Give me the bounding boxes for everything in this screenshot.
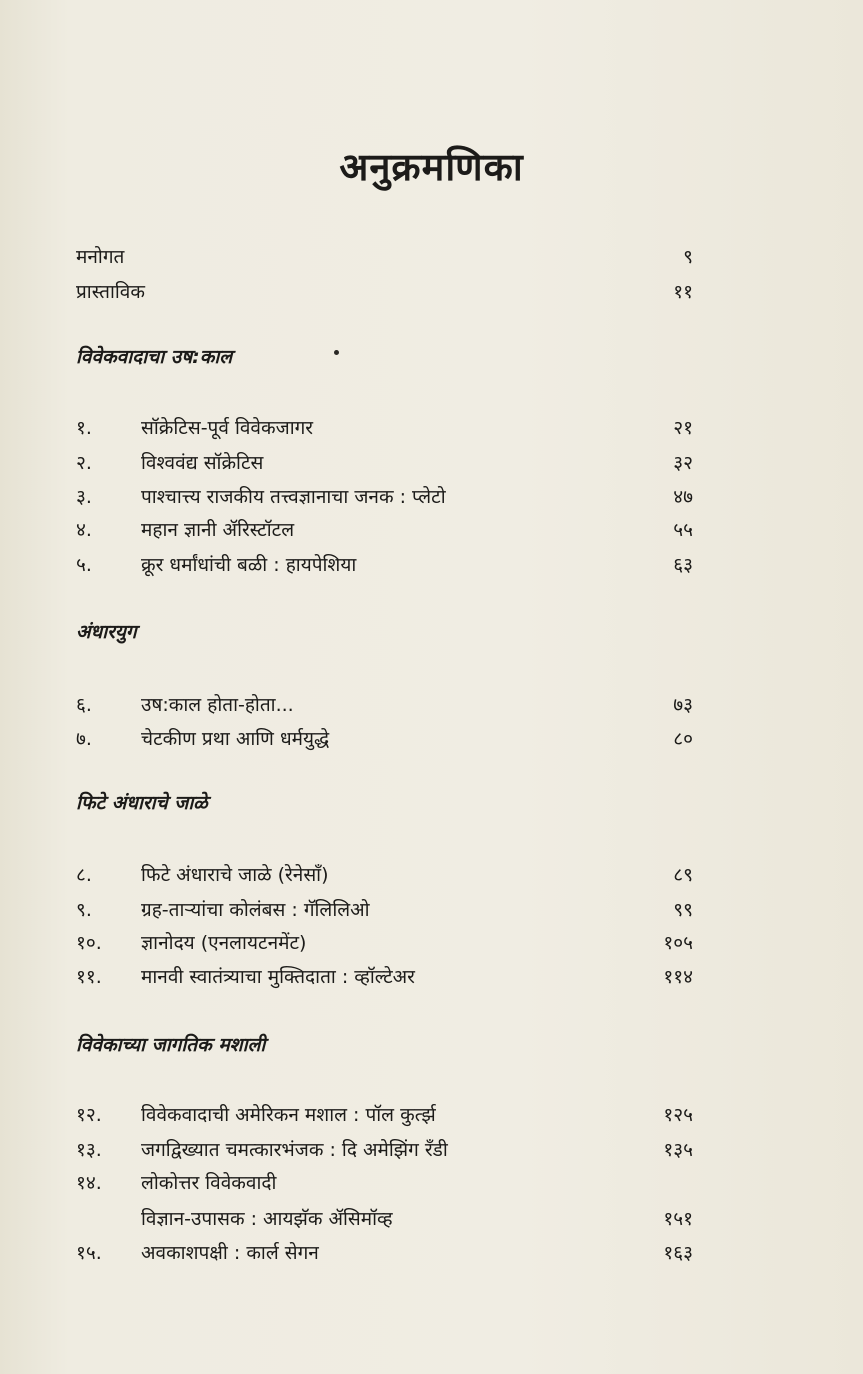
ink-speck bbox=[334, 350, 339, 355]
chapter-title: क्रूर धर्मांधांची बळी : हायपेशिया bbox=[141, 554, 357, 576]
section-heading: विवेकवादाचा उष:काल bbox=[76, 346, 233, 368]
chapter-page: ५५ bbox=[673, 519, 693, 541]
chapter-number: ४. bbox=[76, 519, 92, 541]
front-matter-page: ९ bbox=[683, 246, 693, 268]
chapter-page: ८० bbox=[673, 728, 693, 750]
chapter-title: मानवी स्वातंत्र्याचा मुक्तिदाता : व्हॉल्टेअर bbox=[141, 966, 415, 988]
section-heading: फिटे अंधाराचे जाळे bbox=[76, 792, 208, 814]
front-matter-label: मनोगत bbox=[76, 246, 125, 268]
chapter-number: १. bbox=[76, 417, 92, 439]
chapter-page: १०५ bbox=[663, 932, 693, 954]
section-heading: विवेकाच्या जागतिक मशाली bbox=[76, 1034, 266, 1056]
chapter-number: १०. bbox=[76, 932, 102, 954]
page-title: अनुक्रमणिका bbox=[339, 145, 524, 189]
chapter-title: पाश्चात्त्य राजकीय तत्त्वज्ञानाचा जनक : प्लेटो bbox=[141, 486, 446, 508]
chapter-page: ३२ bbox=[673, 452, 693, 474]
chapter-number: १५. bbox=[76, 1242, 102, 1264]
chapter-title: चेटकीण प्रथा आणि धर्मयुद्धे bbox=[141, 728, 330, 750]
chapter-title: लोकोत्तर विवेकवादी bbox=[141, 1172, 277, 1194]
chapter-page: १३५ bbox=[663, 1139, 693, 1161]
front-matter-label: प्रास्ताविक bbox=[76, 281, 145, 303]
chapter-number: ८. bbox=[76, 864, 92, 886]
chapter-number: २. bbox=[76, 452, 92, 474]
chapter-number: ३. bbox=[76, 486, 92, 508]
chapter-page: ६३ bbox=[673, 554, 693, 576]
chapter-number: ६. bbox=[76, 694, 92, 716]
chapter-title: फिटे अंधाराचे जाळे (रेनेसाँ) bbox=[141, 864, 329, 886]
chapter-title: विश्ववंद्य सॉक्रेटिस bbox=[141, 452, 264, 474]
chapter-number: १४. bbox=[76, 1172, 102, 1194]
chapter-title: ज्ञानोदय (एनलायटनमेंट) bbox=[141, 932, 307, 954]
chapter-title: उष:काल होता-होता... bbox=[141, 694, 294, 716]
chapter-title: सॉक्रेटिस-पूर्व विवेकजागर bbox=[141, 417, 314, 439]
chapter-page: ७३ bbox=[673, 694, 693, 716]
chapter-page: ९९ bbox=[673, 899, 693, 921]
chapter-page: २१ bbox=[673, 417, 693, 439]
chapter-page: १६३ bbox=[663, 1242, 693, 1264]
chapter-page: ४७ bbox=[673, 486, 693, 508]
chapter-page: १२५ bbox=[663, 1104, 693, 1126]
section-heading: अंधारयुग bbox=[76, 621, 137, 643]
chapter-title: जगद्विख्यात चमत्कारभंजक : दि अमेझिंग रँडी bbox=[141, 1139, 448, 1161]
chapter-title: विज्ञान-उपासक : आयझॅक ॲसिमॉव्ह bbox=[141, 1208, 393, 1230]
chapter-page: ८९ bbox=[673, 864, 693, 886]
chapter-number: १२. bbox=[76, 1104, 102, 1126]
chapter-number: ७. bbox=[76, 728, 92, 750]
chapter-number: ११. bbox=[76, 966, 102, 988]
chapter-page: १५१ bbox=[663, 1208, 693, 1230]
chapter-page: ११४ bbox=[663, 966, 693, 988]
chapter-number: ५. bbox=[76, 554, 92, 576]
chapter-page bbox=[573, 1168, 693, 1198]
chapter-number: १३. bbox=[76, 1139, 102, 1161]
front-matter-page: ११ bbox=[673, 281, 693, 303]
chapter-title: विवेकवादाची अमेरिकन मशाल : पॉल कुर्त्झ bbox=[141, 1104, 436, 1126]
chapter-title: ग्रह-ताऱ्यांचा कोलंबस : गॅलिलिओ bbox=[141, 899, 370, 921]
chapter-number: ९. bbox=[76, 899, 92, 921]
chapter-title: महान ज्ञानी ॲरिस्टॉटल bbox=[141, 519, 295, 541]
chapter-title: अवकाशपक्षी : कार्ल सेगन bbox=[141, 1242, 319, 1264]
